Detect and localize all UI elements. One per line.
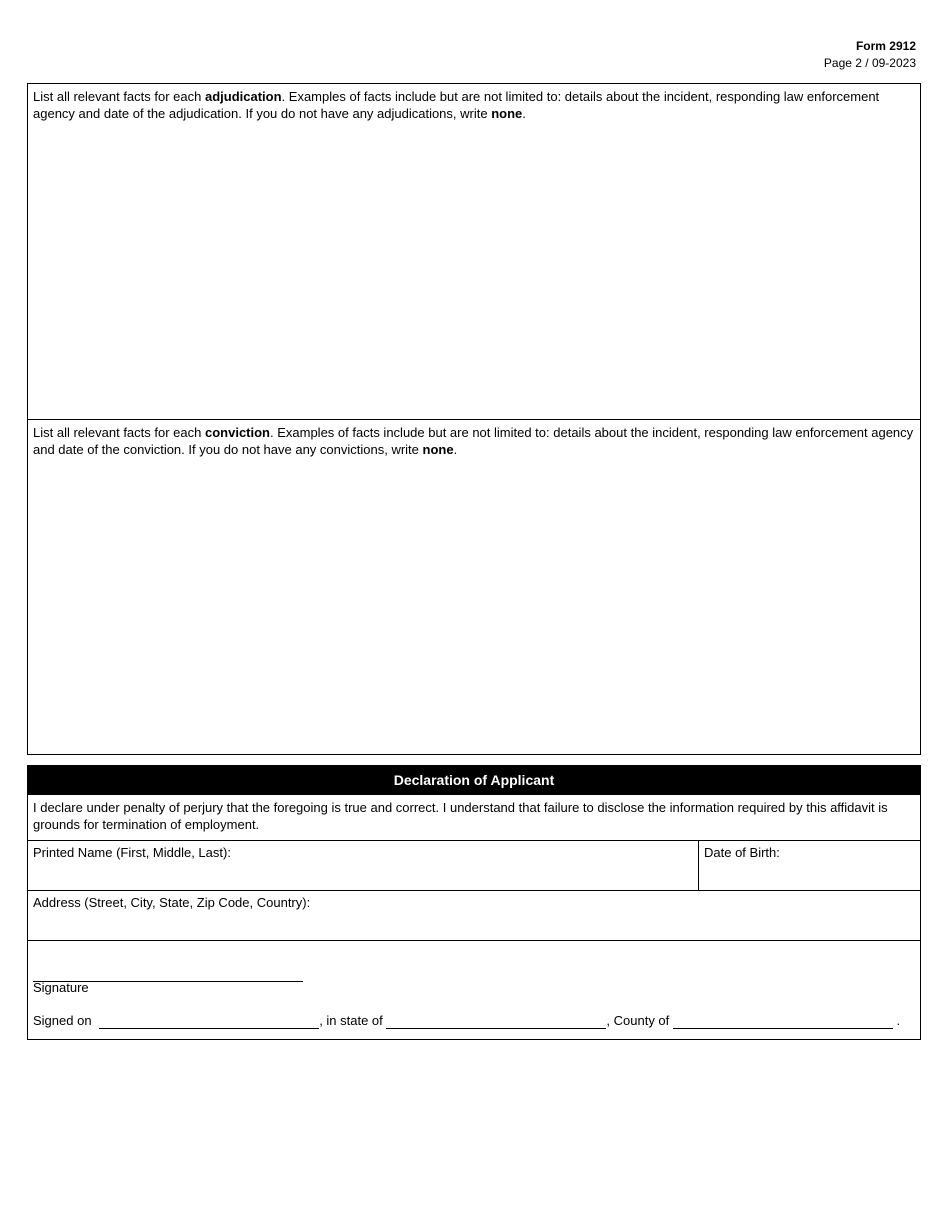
declaration-section bbox=[27, 765, 921, 1040]
form-header bbox=[824, 38, 916, 72]
printed-name-label: Printed Name (First, Middle, Last): bbox=[33, 845, 231, 860]
date-of-birth-label: Date of Birth: bbox=[704, 845, 780, 860]
adjudication-none-word: none bbox=[491, 106, 523, 121]
conviction-none-word: none bbox=[422, 442, 454, 457]
conviction-facts-box[interactable] bbox=[27, 419, 921, 755]
adjudication-instructions: List all relevant facts for each adjudication. Examples of facts include but are not limited to: details about the incident, responding law enforcement agency and date of the adjudication. If you do not have any adjudications, write none. bbox=[33, 89, 880, 121]
state-label: , in state of bbox=[319, 1013, 383, 1028]
form-number: Form 2912 bbox=[855, 39, 916, 53]
printed-name-field[interactable] bbox=[28, 841, 699, 890]
county-label: , County of bbox=[606, 1013, 670, 1028]
name-dob-row bbox=[28, 840, 920, 890]
signed-on-date-field[interactable] bbox=[99, 1013, 319, 1029]
conviction-instructions: List all relevant facts for each conviction. Examples of facts include but are not limited to: details about the incident, responding law enforcement agency and date of the conviction. If you do not have any convictions, write none. bbox=[33, 425, 914, 457]
signed-on-label: Signed on bbox=[33, 1013, 92, 1028]
signed-on-row bbox=[33, 1012, 900, 1029]
signature-label: Signature bbox=[33, 980, 89, 995]
date-of-birth-field[interactable] bbox=[699, 841, 920, 890]
address-field[interactable] bbox=[28, 890, 920, 940]
declaration-title: Declaration of Applicant bbox=[28, 766, 920, 794]
adjudication-keyword: adjudication bbox=[204, 89, 282, 104]
page-info: Page 2 / 09-2023 bbox=[823, 56, 916, 70]
address-label: Address (Street, City, State, Zip Code, Country): bbox=[33, 895, 311, 910]
conviction-keyword: conviction bbox=[204, 425, 270, 440]
county-field[interactable] bbox=[673, 1013, 893, 1029]
signature-row bbox=[28, 940, 920, 1040]
state-field[interactable] bbox=[386, 1013, 606, 1029]
declaration-statement: I declare under penalty of perjury that the foregoing is true and correct. I understand that failure to disclose the information required by this affidavit is grounds for termination of employment. bbox=[28, 794, 920, 840]
adjudication-facts-box[interactable] bbox=[27, 83, 921, 420]
end-period: . bbox=[896, 1013, 901, 1028]
